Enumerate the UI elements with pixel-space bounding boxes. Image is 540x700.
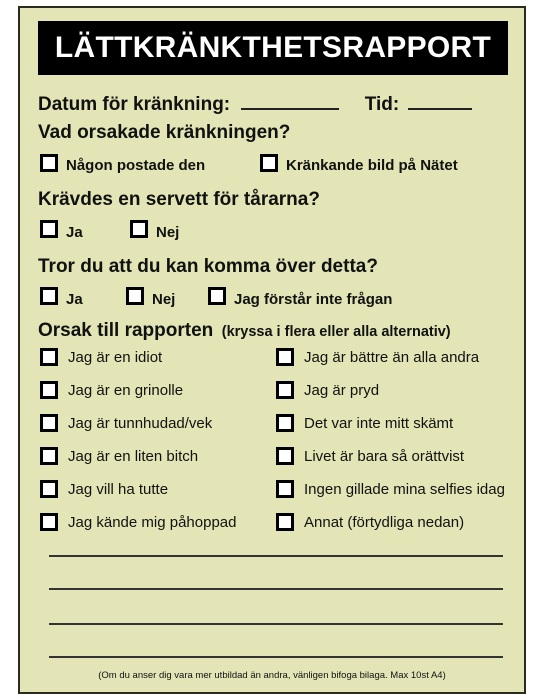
reason-heading: Orsak till rapporten xyxy=(38,320,214,341)
report-form xyxy=(18,6,526,694)
reason-option: Jag vill ha tutte xyxy=(68,481,169,498)
writing-line[interactable] xyxy=(49,555,503,557)
reason-option: Jag är tunnhudad/vek xyxy=(68,415,213,432)
reason-checkbox[interactable] xyxy=(276,447,294,465)
reason-checkbox[interactable] xyxy=(40,381,58,399)
reason-option: Jag är en grinolle xyxy=(68,382,184,399)
reason-option: Det var inte mitt skämt xyxy=(304,415,454,432)
option-getover-yes: Ja xyxy=(66,291,83,308)
reason-option: Livet är bara så orättvist xyxy=(304,448,465,465)
reason-option: Jag är pryd xyxy=(304,382,380,399)
reason-option: Annat (förtydliga nedan) xyxy=(304,514,465,531)
checkbox-someone-posted[interactable] xyxy=(40,154,58,172)
question-get-over: Tror du att du kan komma över detta? xyxy=(38,256,378,277)
reason-option: Jag är bättre än alla andra xyxy=(304,349,480,366)
reason-checkbox[interactable] xyxy=(276,348,294,366)
option-napkin-yes: Ja xyxy=(66,224,83,241)
reason-checkbox[interactable] xyxy=(276,414,294,432)
writing-line[interactable] xyxy=(49,623,503,625)
footer-note: (Om du anser dig vara mer utbildad än andra, vänligen bifoga bilaga. Max 10st A4) xyxy=(98,670,446,681)
checkbox-offensive-image[interactable] xyxy=(260,154,278,172)
reason-checkbox[interactable] xyxy=(40,348,58,366)
checkbox-getover-no[interactable] xyxy=(126,287,144,305)
reason-checkbox[interactable] xyxy=(276,480,294,498)
option-offensive-image: Kränkande bild på Nätet xyxy=(286,157,458,174)
reason-checkbox[interactable] xyxy=(276,513,294,531)
time-label: Tid: xyxy=(364,94,400,115)
checkbox-napkin-yes[interactable] xyxy=(40,220,58,238)
checkbox-dont-understand[interactable] xyxy=(208,287,226,305)
writing-line[interactable] xyxy=(49,656,503,658)
checkbox-napkin-no[interactable] xyxy=(130,220,148,238)
reason-option: Jag är en liten bitch xyxy=(68,448,199,465)
checkbox-getover-yes[interactable] xyxy=(40,287,58,305)
reason-checkbox[interactable] xyxy=(40,447,58,465)
date-field[interactable] xyxy=(241,108,339,110)
form-title: LÄTTKRÄNKTHETSRAPPORT xyxy=(38,21,508,75)
option-getover-no: Nej xyxy=(152,291,176,308)
question-cause: Vad orsakade kränkningen? xyxy=(38,122,291,143)
reason-note: (kryssa i flera eller alla alternativ) xyxy=(221,324,451,340)
option-napkin-no: Nej xyxy=(156,224,180,241)
reason-checkbox[interactable] xyxy=(40,513,58,531)
date-label: Datum för kränkning: xyxy=(38,94,231,115)
option-dont-understand: Jag förstår inte frågan xyxy=(234,291,393,308)
reason-option: Ingen gillade mina selfies idag xyxy=(304,481,505,498)
reason-option: Jag är en idiot xyxy=(68,349,163,366)
reason-option: Jag kände mig påhoppad xyxy=(68,514,237,531)
reason-checkbox[interactable] xyxy=(276,381,294,399)
option-someone-posted: Någon postade den xyxy=(66,157,206,174)
time-field[interactable] xyxy=(408,108,472,110)
question-napkin: Krävdes en servett för tårarna? xyxy=(38,189,320,210)
reason-checkbox[interactable] xyxy=(40,414,58,432)
writing-line[interactable] xyxy=(49,588,503,590)
reason-checkbox[interactable] xyxy=(40,480,58,498)
date-time-row xyxy=(38,94,472,116)
question-reason xyxy=(38,320,451,342)
